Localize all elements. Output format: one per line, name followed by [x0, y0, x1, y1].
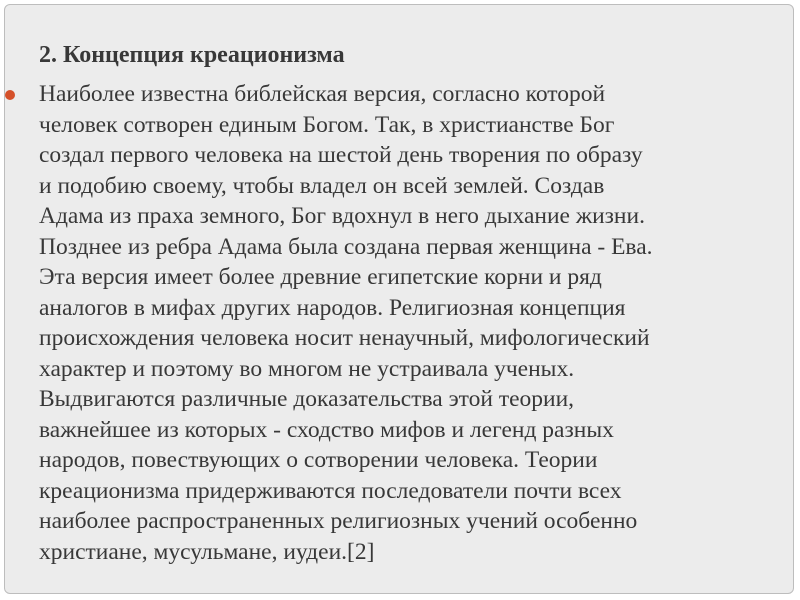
text-line: Адама из праха земного, Бог вдохнул в него дыхание жизни. [39, 203, 645, 229]
text-line: происхождения человека носит ненаучный, мифологический [39, 325, 650, 351]
slide-frame [4, 4, 794, 594]
text-line: народов, повествующих о сотворении человека. Теории [39, 447, 598, 473]
slide-title: 2. Концепция креационизма [39, 42, 345, 68]
text-line: характер и поэтому во многом не устраивала ученых. [39, 355, 575, 382]
bullet-paragraph [39, 79, 789, 567]
text-line: наиболее распространенных религиозных учений особенно [39, 508, 638, 534]
text-line: Позднее из ребра Адама была создана первая женщина - Ева. [39, 233, 653, 260]
text-line: и подобию своему, чтобы владел он всей землей. Создав [39, 172, 605, 199]
text-line: христиане, мусульмане, иудеи.[2] [39, 538, 375, 565]
text-line: важнейшее из которых - сходство мифов и легенд разных [39, 416, 614, 443]
text-line: человек сотворен единым Богом. Так, в христианстве Бог [39, 111, 615, 138]
text-line: Эта версия имеет более древние египетские корни и ряд [39, 264, 602, 290]
text-line: Выдвигаются различные доказательства этой теории, [39, 386, 575, 412]
text-line: Наиболее известна библейская версия, согласно которой [39, 81, 606, 107]
text-line: аналогов в мифах других народов. Религиозная концепция [39, 294, 626, 321]
text-line: создал первого человека на шестой день творения по образу [39, 142, 643, 168]
bullet-dot-icon [5, 90, 15, 100]
text-line: креационизма придерживаются последователи почти всех [39, 477, 622, 504]
